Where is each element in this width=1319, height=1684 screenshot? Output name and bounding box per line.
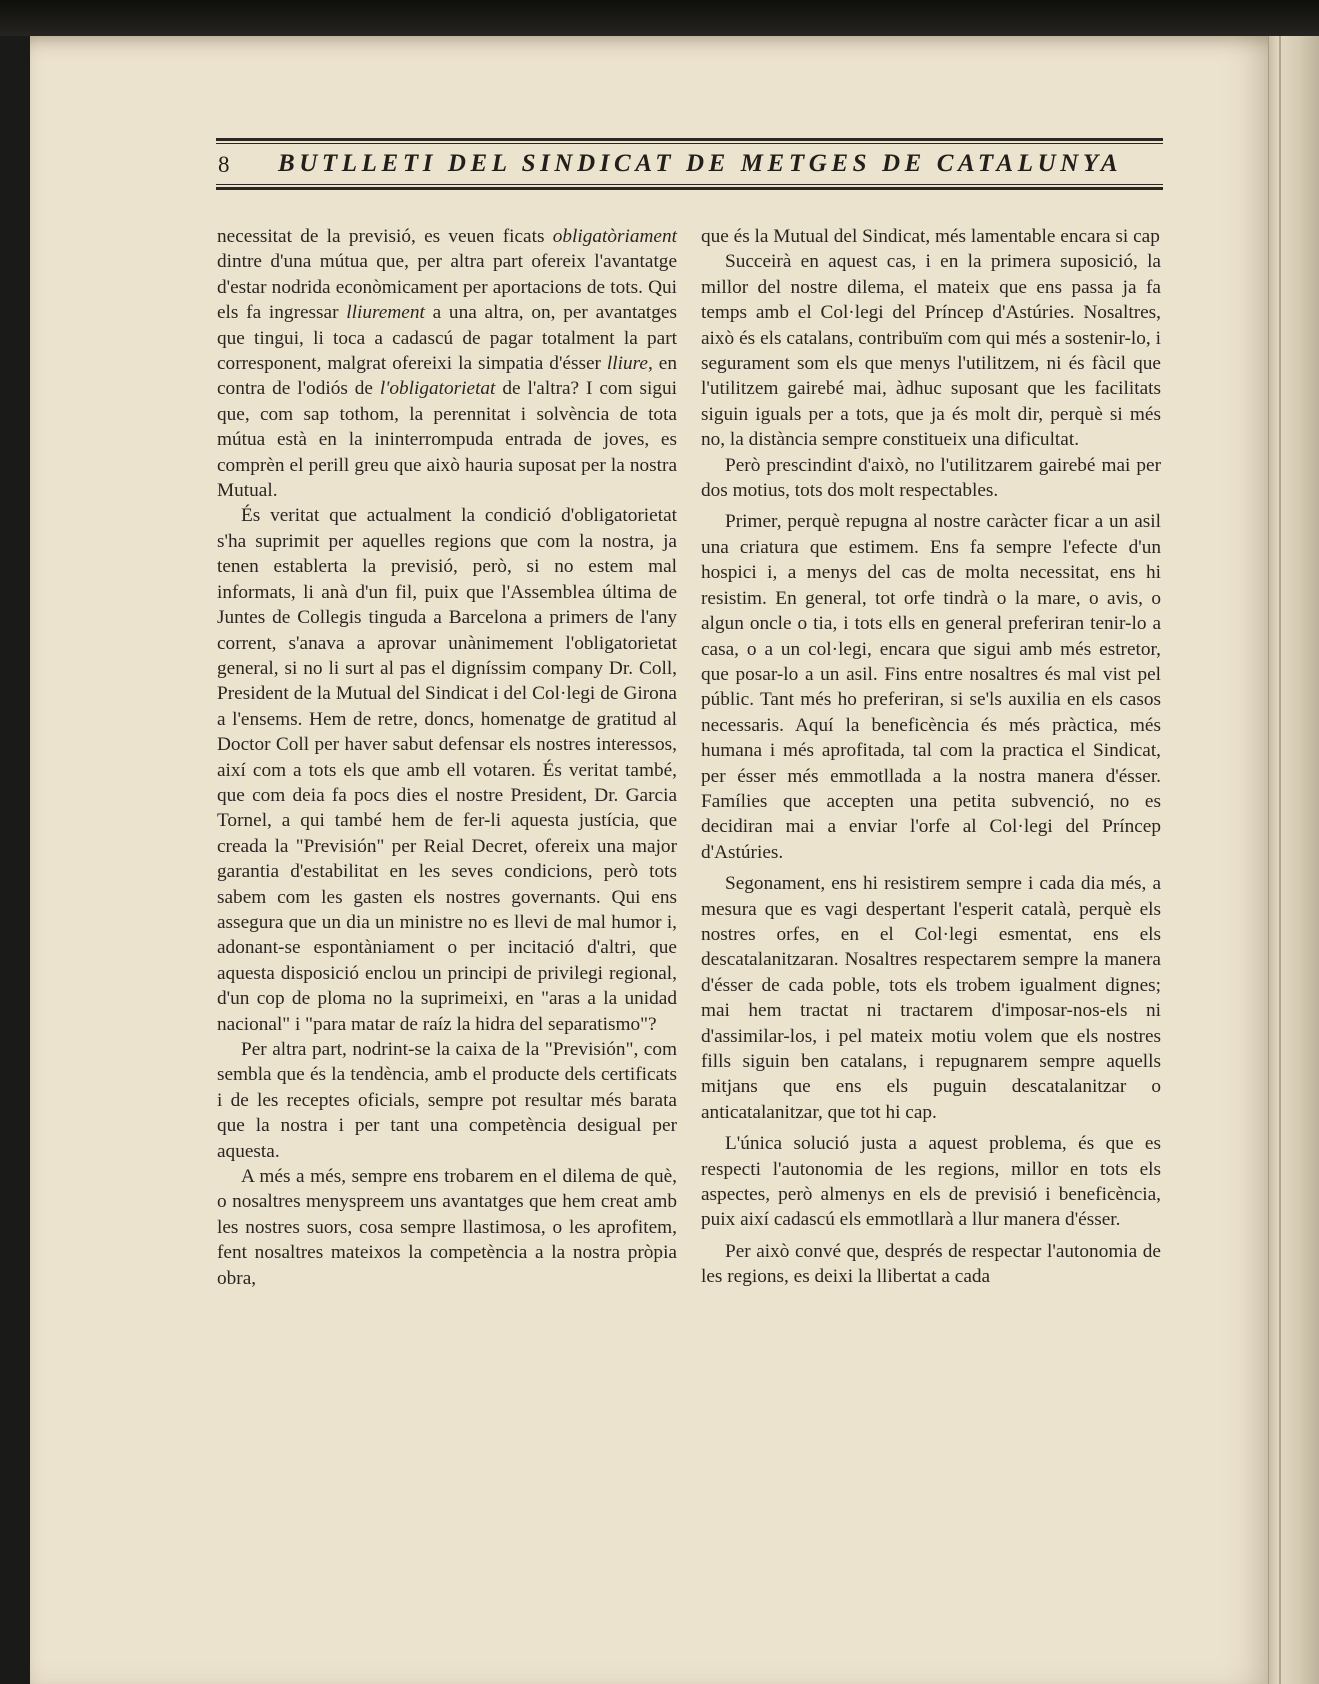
italic-text: lliurement xyxy=(346,302,425,324)
next-page-edge xyxy=(1268,36,1319,1684)
paragraph xyxy=(701,224,1161,249)
text-segment: Segonament, ens hi resistirem sempre i cada dia més, a mesura que es vagi despertant l'esperit català, perquè els nostres orfes, en el Col·legi esmentat, ens els descatalanitzaran. Nosaltres respectarem sempre la manera d'ésser de cada poble, tots els trobem igualment dignes; mai hem tractat ni tractarem d'imposar-nos-els ni d'assimilar-los, i pel mateix motiu volem que els nostres fills siguin ben catalans, i repugnarem sempre aquells mitjans que ens els puguin descatalanitzar o anticatalanitzar, que tot hi cap. xyxy=(701,873,1161,1123)
text-segment: dintre d'una mútua que, per altra part ofereix l'avantatge d'estar nodrida econòmicament per aportacions de tots. Qui els fa ingressar xyxy=(217,251,677,324)
italic-text: lliure, xyxy=(606,353,653,375)
text-segment: en contra de l'odiós de xyxy=(217,353,677,400)
text-segment: És veritat que actualment la condició d'obligatorietat s'ha suprimit per aquelles regions que com la nostra, ja tenen establerta la previsió, però, si no estem mal informats, li anà d'un fil, puix que l'Assemblea última de Juntes de Collegis tinguda a Barcelona a primers de l'any corrent, s'anava a aprovar unànimement l'obligatorietat general, si no li surt al pas el digníssim company Dr. Coll, President de la Mutual del Sindicat i del Col·legi de Girona a l'ensems. Hem de retre, doncs, homenatge de gratitud al Doctor Coll per haver sabut defensar els nostres interessos, així com a tots els que amb ell votaren. És veritat també, que com deia fa pocs dies el nostre President, Dr. Garcia Tornel, a qui també hem de fer-li aquesta justícia, que creada la "Previsión" per Reial Decret, ofereix una major garantia d'estabilitat en les seves condicions, però tots sabem com les gasten els nostres governants. Qui ens assegura que un dia un ministre no es llevi de mal humor i, adonant-se espontàniament o per incitació d'altri, que aquesta disposició enclou un principi de privilegi regional, d'un cop de ploma no la suprimeixi, en "aras a la unidad nacional" i "para matar de raíz la hidra del separatismo"? xyxy=(217,505,677,1035)
header-rule-bottom xyxy=(216,184,1163,190)
text-segment: que és la Mutual del Sindicat, més lamentable encara si cap xyxy=(701,226,1160,247)
paragraph xyxy=(217,503,677,1037)
header-rule-top xyxy=(216,138,1163,144)
text-segment: a una altra, on, per avantatges que tingui, li toca a cadascú de pagar totalment la part corresponent, malgrat ofereixi la simpatia d'ésser xyxy=(217,302,677,375)
text-segment: Per altra part, nodrint-se la caixa de la "Previsión", com sembla que és la tendència, amb el producte dels certificats i de les receptes oficials, sempre pot resultar més barata que la nostra i per tant una competència desigual per aquesta. xyxy=(217,1039,677,1162)
text-segment: Primer, perquè repugna al nostre caràcter ficar a un asil una criatura que estimem. Ens fa sempre l'efecte d'un hospici i, a menys del cas de molta necessitat, ens hi resistim. En general, tot orfe tindrà o la mare, o avis, o algun oncle o tia, i tots ells en general preferiran tenir-lo a casa, o a un col·legi, encara que sigui amb més estretor, que posar-lo a un asil. Fins entre nosaltres és mal vist pel públic. Tant més ho preferiran, si se'ls auxilia en els casos necessaris. Aquí la beneficència és més pràctica, més humana i més aprofitada, tal com la practica el Sindicat, per ésser més emmotllada a la nostra manera d'ésser. Famílies que accepten una petita subvenció, no es decidiran mai a enviar l'orfe al Col·legi del Príncep d'Astúries. xyxy=(701,511,1161,863)
page-number: 8 xyxy=(218,152,230,177)
text-segment: A més a més, sempre ens trobarem en el dilema de què, o nosaltres menyspreem uns avantatges que hem creat amb les nostres suors, cosa sempre llastimosa, o les aprofitem, fent nosaltres mateixos la competència a la nostra pròpia obra, xyxy=(217,1166,677,1289)
paragraph xyxy=(217,224,677,503)
paragraph xyxy=(701,453,1161,504)
paragraph xyxy=(701,871,1161,1125)
left-column xyxy=(217,224,677,1291)
right-column xyxy=(701,224,1161,1290)
italic-text: obligatòriament xyxy=(552,226,677,247)
page-crease xyxy=(1279,36,1281,1684)
scan-edge xyxy=(0,0,1319,36)
text-segment: Succeirà en aquest cas, i en la primera suposició, la millor del nostre dilema, el mateix que ens passa ja fa temps amb el Col·legi del Príncep d'Astúries. Nosaltres, això és els catalans, contribuïm com qui més a sostenir-lo, i segurament som els que menys l'utilitzem, ni és fàcil que l'utilitzem gairebé mai, àdhuc suposant que les facilitats siguin iguals per a tots, que ja és molt dir, perquè si més no, la distància sempre constitueix una dificultat. xyxy=(701,251,1161,451)
text-segment: L'única solució justa a aquest problema, és que es respecti l'autonomia de les regions, millor en tots els aspectes, però almenys en els de previsió i beneficència, puix així cadascú els emmotllarà a llur manera d'ésser. xyxy=(701,1133,1161,1231)
text-segment: necessitat de la previsió, es veuen ficats xyxy=(217,226,553,247)
running-header xyxy=(216,138,1163,194)
paragraph xyxy=(701,1239,1161,1290)
paragraph xyxy=(217,1037,677,1164)
paragraph xyxy=(217,1164,677,1291)
text-segment: Per això convé que, després de respectar l'autonomia de les regions, es deixi la llibertat a cada xyxy=(701,1240,1161,1288)
paragraph xyxy=(701,509,1161,865)
paragraph xyxy=(701,1131,1161,1233)
text-segment: Però prescindint d'això, no l'utilitzarem gairebé mai per dos motius, tots dos molt respectables. xyxy=(701,454,1161,502)
paragraph xyxy=(701,249,1161,452)
journal-title: BUTLLETI DEL SINDICAT DE METGES DE CATALUNYA xyxy=(278,150,1123,177)
italic-text: l'obligatorietat xyxy=(379,378,496,400)
text-segment: de l'altra? I com sigui que, com sap tothom, la perennitat i solvència de tota mútua està en la ininterrompuda entrada de joves, es comprèn el perill greu que això hauria suposat per la nostra Mutual. xyxy=(217,378,677,502)
